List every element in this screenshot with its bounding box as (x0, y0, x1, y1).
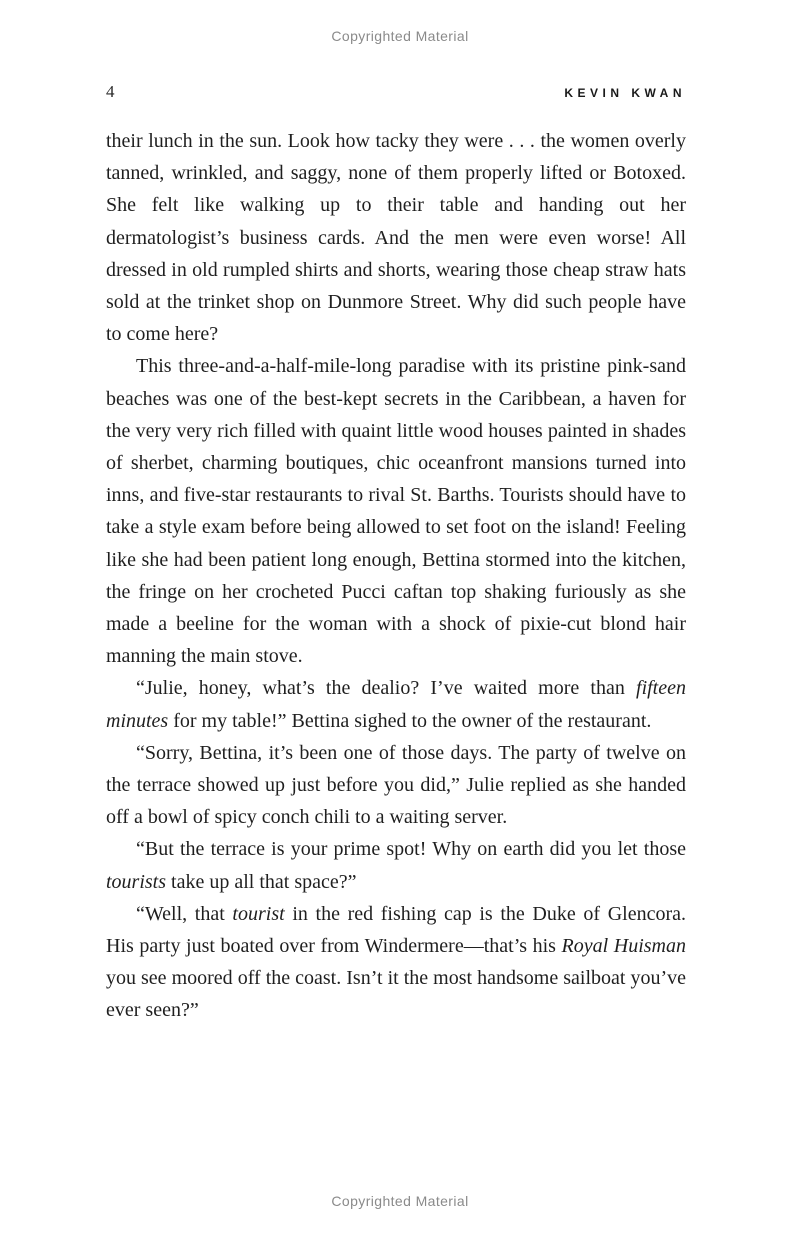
running-header-author: KEVIN KWAN (564, 86, 686, 100)
text-run: you see moored off the coast. Isn’t it the most handsome sailboat you’ve ever seen?” (106, 967, 686, 1022)
italic-text-run: tourists (106, 870, 167, 893)
text-run: “Sorry, Bettina, it’s been one of those days. The party of twelve on the terrace showed up just before you did,” Julie replied as she handed off a bowl of spicy conch chili to a waiting server. (106, 741, 686, 829)
text-run: This three-and-a-half-mile-long paradise with its pristine pink-sand beaches was one of the best-kept secrets in the Caribbean, a haven for the very very rich filled with quaint little wood houses painted in shades of sherbet, charming boutiques, chic oceanfront mansions turned into inns, and five-star restaurants to rival St. Barths. Tourists should have to take a style exam before being allowed to set foot on the island! Feeling like she had been patient long enough, Bettina stormed into the kitchen, the fringe on her crocheted Pucci caftan top shaking furiously as she made a beeline for the woman with a shock of pixie-cut blond hair manning the main stove. (106, 355, 686, 668)
italic-text-run: tourist (232, 902, 285, 925)
paragraph (106, 125, 686, 350)
page-content (106, 82, 686, 1027)
text-run: “Julie, honey, what’s the dealio? I’ve waited more than (136, 677, 637, 700)
running-header (106, 82, 686, 102)
paragraph (106, 737, 686, 834)
text-run: in the red fishing cap is the Duke of Glencora. His party just boated over from Windermere—that’s his (106, 902, 686, 958)
text-run: for my table!” Bettina sighed to the owner of the restaurant. (168, 709, 652, 732)
paragraph (106, 672, 686, 736)
paragraph (106, 350, 686, 672)
italic-text-run: fifteen minutes (106, 677, 686, 732)
paragraph (106, 898, 686, 1027)
text-run: take up all that space?” (166, 870, 357, 893)
paragraph (106, 833, 686, 897)
page-body (106, 125, 686, 1027)
page-number: 4 (106, 82, 115, 101)
text-run: “But the terrace is your prime spot! Why on earth did you let those (136, 838, 686, 861)
italic-text-run: Royal Huisman (561, 935, 686, 958)
text-run: their lunch in the sun. Look how tacky they were . . . the women overly tanned, wrinkled, and saggy, none of them properly lifted or Botoxed. She felt like walking up to their table and handing out her dermatologist’s business cards. And the men were even worse! All dressed in old rumpled shirts and shorts, wearing those cheap straw hats sold at the trinket shop on Dunmore Street. Why did such people have to come here? (106, 130, 686, 346)
text-run: “Well, that (136, 902, 233, 925)
copyright-notice-top: Copyrighted Material (331, 28, 469, 44)
copyright-notice-bottom: Copyrighted Material (331, 1193, 469, 1209)
